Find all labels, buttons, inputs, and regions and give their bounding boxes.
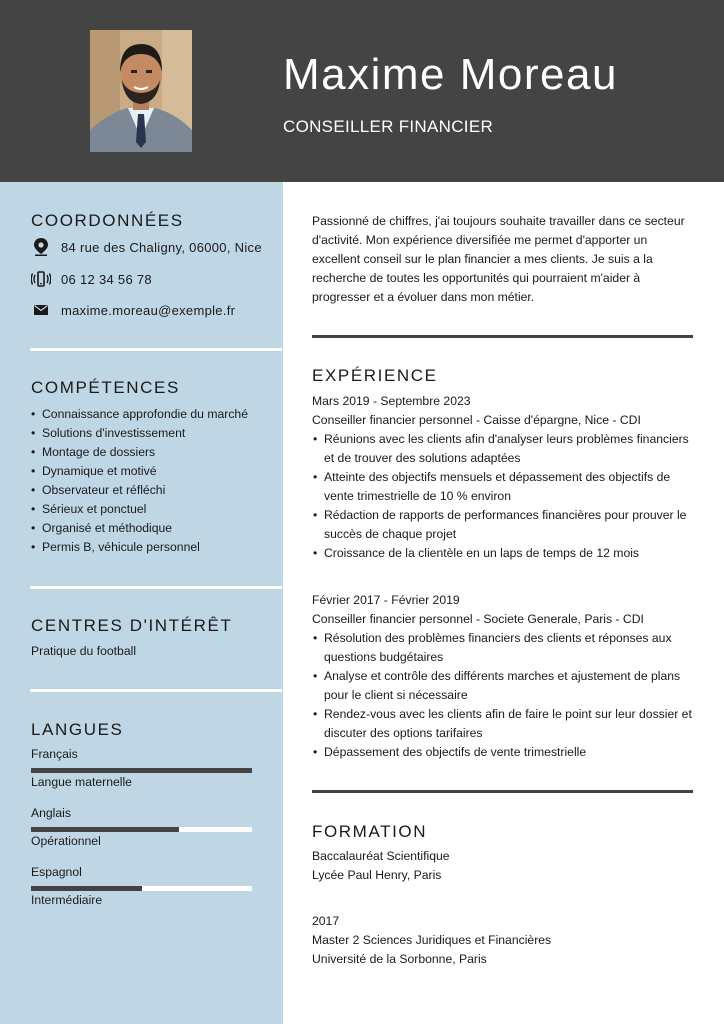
job-entry: [312, 591, 702, 762]
job-task: • Analyse et contrôle des différents marches et ajustement de plans pour le client si nécessaire: [312, 667, 702, 705]
language-level-fill: [31, 768, 252, 773]
language-level: Intermédiaire: [31, 893, 103, 907]
job-task: • Dépassement des objectifs de vente trimestrielle: [312, 743, 702, 762]
language-level-fill: [31, 886, 142, 891]
person-name: Maxime Moreau: [283, 50, 618, 99]
contact-address: [31, 236, 262, 258]
language-name: Français: [31, 747, 78, 761]
language-level-bar: [31, 768, 252, 773]
language-name: Espagnol: [31, 865, 82, 879]
profile-photo: [90, 30, 192, 152]
interest-item: Pratique du football: [31, 644, 137, 658]
languages-heading: LANGUES: [31, 720, 124, 739]
section-divider: [312, 335, 693, 338]
skill-item: • Permis B, véhicule personnel: [31, 538, 248, 557]
job-tasks: [312, 430, 702, 563]
skill-item: • Organisé et méthodique: [31, 519, 248, 538]
skill-item: • Connaissance approfondie du marché: [31, 405, 248, 424]
job-task: • Croissance de la clientèle en un laps de temps de 12 mois: [312, 544, 702, 563]
skill-item: • Montage de dossiers: [31, 443, 248, 462]
sidebar-divider: [30, 348, 282, 351]
profile-summary: Passionné de chiffres, j'ai toujours souhaite travailler dans ce secteur d'activité. Mon expérience diversifiée me permet d'apporter un excellent conseil sur le plan financier a mes clients. Je suis a la recherche de toutes les opportunités qui pourraient m'aider à progresser et a évoluer dans mon métier.: [312, 214, 685, 304]
envelope-icon: [31, 300, 51, 320]
education-heading: FORMATION: [312, 822, 428, 841]
language-level: Langue maternelle: [31, 775, 132, 789]
skill-item: • Dynamique et motivé: [31, 462, 248, 481]
job-task: • Réunions avec les clients afin d'analyser leurs problèmes financiers et de trouver des solutions adaptées: [312, 430, 702, 468]
email-text[interactable]: maxime.moreau@exemple.fr: [61, 302, 236, 318]
language-level: Opérationnel: [31, 834, 101, 848]
job-title: CONSEILLER FINANCIER: [283, 117, 494, 136]
address-text: 84 rue des Chaligny, 06000, Nice: [61, 239, 262, 255]
section-divider: [312, 790, 693, 793]
education-entry: [312, 912, 551, 969]
education-entry: [312, 847, 450, 885]
portrait-image: [90, 30, 192, 152]
job-task: • Résolution des problèmes financiers des clients et réponses aux questions budgétaires: [312, 629, 702, 667]
job-dates: Mars 2019 - Septembre 2023: [312, 394, 471, 408]
interests-heading: CENTRES D'INTÉRÊT: [31, 616, 233, 635]
job-task: • Atteinte des objectifs mensuels et dépassement des objectifs de vente trimestrielle de 10 % environ: [312, 468, 702, 506]
education-line: Master 2 Sciences Juridiques et Financières: [312, 933, 552, 947]
header-banner: [0, 0, 724, 182]
education-line: Lycée Paul Henry, Paris: [312, 868, 442, 882]
job-role: Conseiller financier personnel - Caisse d'épargne, Nice - CDI: [312, 413, 641, 427]
job-task: • Rédaction de rapports de performances financières pour prouver le succès de chaque projet: [312, 506, 702, 544]
job-task: • Rendez-vous avec les clients afin de faire le point sur leur dossier et discuter des options tarifaires: [312, 705, 702, 743]
skill-item: • Sérieux et ponctuel: [31, 500, 248, 519]
skill-item: • Observateur et réfléchi: [31, 481, 248, 500]
job-tasks: [312, 629, 702, 762]
sidebar-divider: [30, 689, 282, 692]
contact-phone: [31, 268, 152, 290]
education-line: Baccalauréat Scientifique: [312, 849, 450, 863]
map-pin-icon: [31, 237, 51, 257]
sidebar-divider: [30, 586, 282, 589]
skills-heading: COMPÉTENCES: [31, 378, 180, 397]
language-level-bar: [31, 886, 252, 891]
phone-icon: [31, 269, 51, 289]
contact-email: [31, 299, 235, 321]
job-entry: [312, 392, 702, 563]
job-role: Conseiller financier personnel - Societe Generale, Paris - CDI: [312, 612, 644, 626]
contact-heading: COORDONNÉES: [31, 211, 184, 230]
phone-text: 06 12 34 56 78: [61, 271, 152, 287]
language-level-bar: [31, 827, 252, 832]
education-line: Université de la Sorbonne, Paris: [312, 952, 487, 966]
experience-heading: EXPÉRIENCE: [312, 366, 438, 385]
skill-item: • Solutions d'investissement: [31, 424, 248, 443]
language-name: Anglais: [31, 806, 71, 820]
job-dates: Février 2017 - Février 2019: [312, 593, 460, 607]
skills-list: [31, 405, 248, 557]
education-line: 2017: [312, 914, 340, 928]
language-level-fill: [31, 827, 179, 832]
